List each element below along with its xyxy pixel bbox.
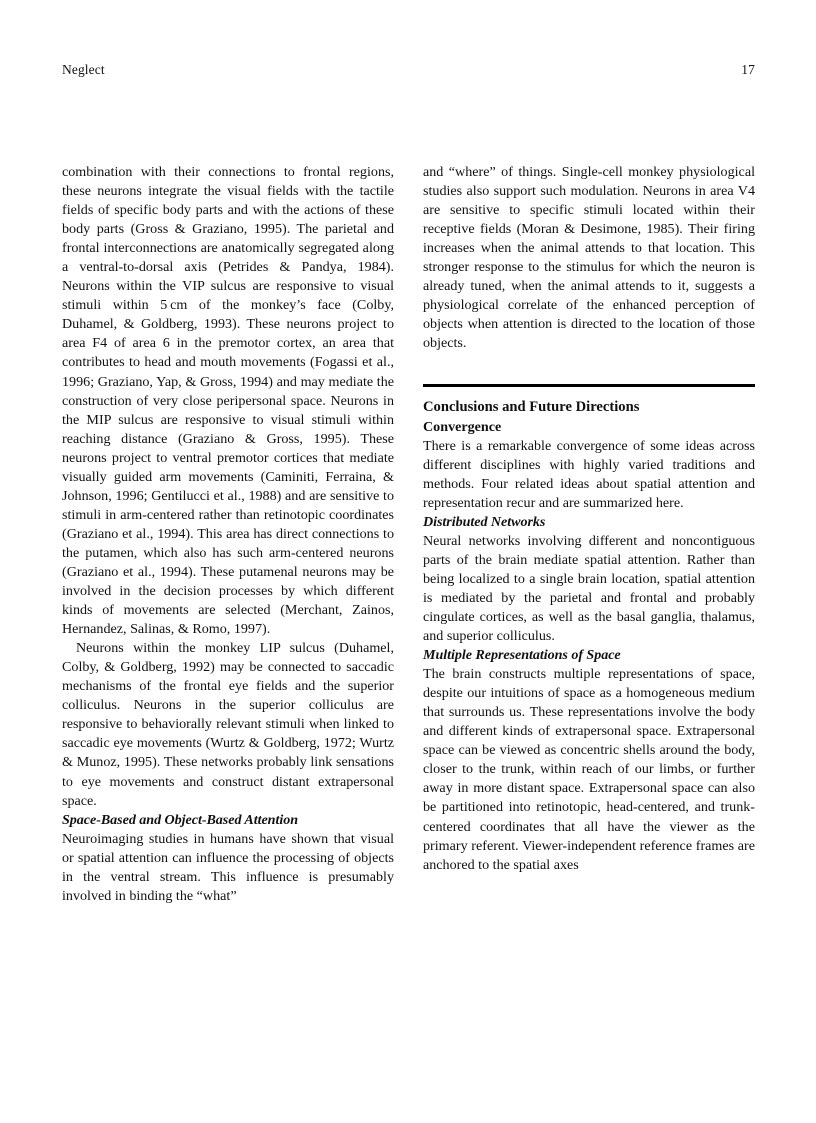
page-number: 17 bbox=[741, 62, 755, 77]
left-column bbox=[62, 163, 394, 1028]
running-head-title: Neglect bbox=[62, 62, 105, 77]
body-paragraph: combination with their connections to frontal regions, these neurons integrate the visual fields with the tactile fields of specific body parts and with the actions of these body parts (Gross & Graziano, 1995). The parietal and frontal interconnections are anatomically segregated along a ventral-to-dorsal axis (Petrides & Pandya, 1984). Neurons within the VIP sulcus are responsive to visual stimuli within 5 cm of the monkey’s face (Colby, Duhamel, & Goldberg, 1993). These neurons project to area F4 of area 6 in the premotor cortex, an area that contributes to head and mouth movements (Fogassi et al., 1996; Graziano, Yap, & Gross, 1994) and may mediate the construction of very close peripersonal space. Neurons in the MIP sulcus are responsive to visual stimuli within reaching distance (Graziano & Gross, 1995). These neurons project to ventral premotor cortices that mediate visually guided arm movements (Caminiti, Ferraina, & Johnson, 1996; Gentilucci et al., 1988) and are sensitive to stimuli in arm-centered rather than retinotopic coordinates (Graziano et al., 1994). This area has direct connections to the putamen, which also has such arm-centered neurons (Graziano et al., 1994). These putamenal neurons may be involved in the decision processes by which different kinds of movements are selected (Merchant, Zainos, Hernandez, Salinas, & Romo, 1997). bbox=[62, 164, 394, 638]
body-paragraph: Neurons within the monkey LIP sulcus (Duhamel, Colby, & Goldberg, 1992) may be connected to saccadic mechanisms of the frontal eye fields and the superior colliculus. Neurons in the superior colliculus are responsive to behaviorally relevant stimuli when linked to saccadic eye movements (Wurtz & Goldberg, 1972; Wurtz & Munoz, 1995). These networks probably link sensations to eye movements and construct distant extrapersonal space. bbox=[62, 640, 394, 809]
body-paragraph: Neural networks involving different and noncontiguous parts of the brain mediate spatial attention. Rather than being localized to a single brain location, spatial attention is mediated by the parietal and frontal and probably cingulate cortices, as well as the basal ganglia, thalamus, and superior colliculus. bbox=[423, 532, 755, 645]
subsection-heading-multiple-representations-of-space: Multiple Representations of Space bbox=[423, 647, 621, 664]
body-paragraph: There is a remarkable convergence of some ideas across different disciplines with highly varied traditions and methods. Four related ideas about spatial attention and representation recur and are summarized here. bbox=[423, 437, 755, 511]
body-columns bbox=[62, 163, 755, 1028]
section-divider-wrap bbox=[423, 384, 755, 398]
section-heading-space-based-and-object-based-attention: Space-Based and Object-Based Attention bbox=[62, 811, 298, 828]
body-paragraph: The brain constructs multiple representations of space, despite our intuitions of space as a homogeneous medium that surrounds us. These representations involve the body and different kinds of extrapersonal space. Extrapersonal space can be viewed as concentric shells around the body, closer to the trunk, within reach of our limbs, or further away in more distant space. Extrapersonal space can also be partitioned into retinotopic, head-centered, and trunk-centered coordinates that all have the viewer as the primary referent. Viewer-independent reference frames are anchored to the spatial axes bbox=[423, 666, 755, 873]
running-head bbox=[62, 60, 755, 80]
subsection-heading-distributed-networks: Distributed Networks bbox=[423, 513, 546, 530]
right-column bbox=[423, 163, 755, 1028]
section-divider-rule bbox=[423, 384, 755, 387]
subsection-heading-convergence: Convergence bbox=[423, 418, 502, 435]
body-paragraph: Neuroimaging studies in humans have shown that visual or spatial attention can influence the processing of objects in the ventral stream. This influence is presumably involved in binding the “what” bbox=[62, 830, 394, 904]
body-paragraph: and “where” of things. Single-cell monkey physiological studies also support such modulation. Neurons in area V4 are sensitive to specific stimuli located within their receptive fields (Moran & Desimone, 1985). Their firing increases when the animal attends to that location. This stronger response to the stimulus for which the neuron is already tuned, when the animal attends to it, suggests a physiological correlate of the enhanced perception of objects when attention is directed to the location of those objects. bbox=[423, 164, 755, 352]
section-heading-conclusions-and-future-directions: Conclusions and Future Directions bbox=[423, 399, 640, 416]
